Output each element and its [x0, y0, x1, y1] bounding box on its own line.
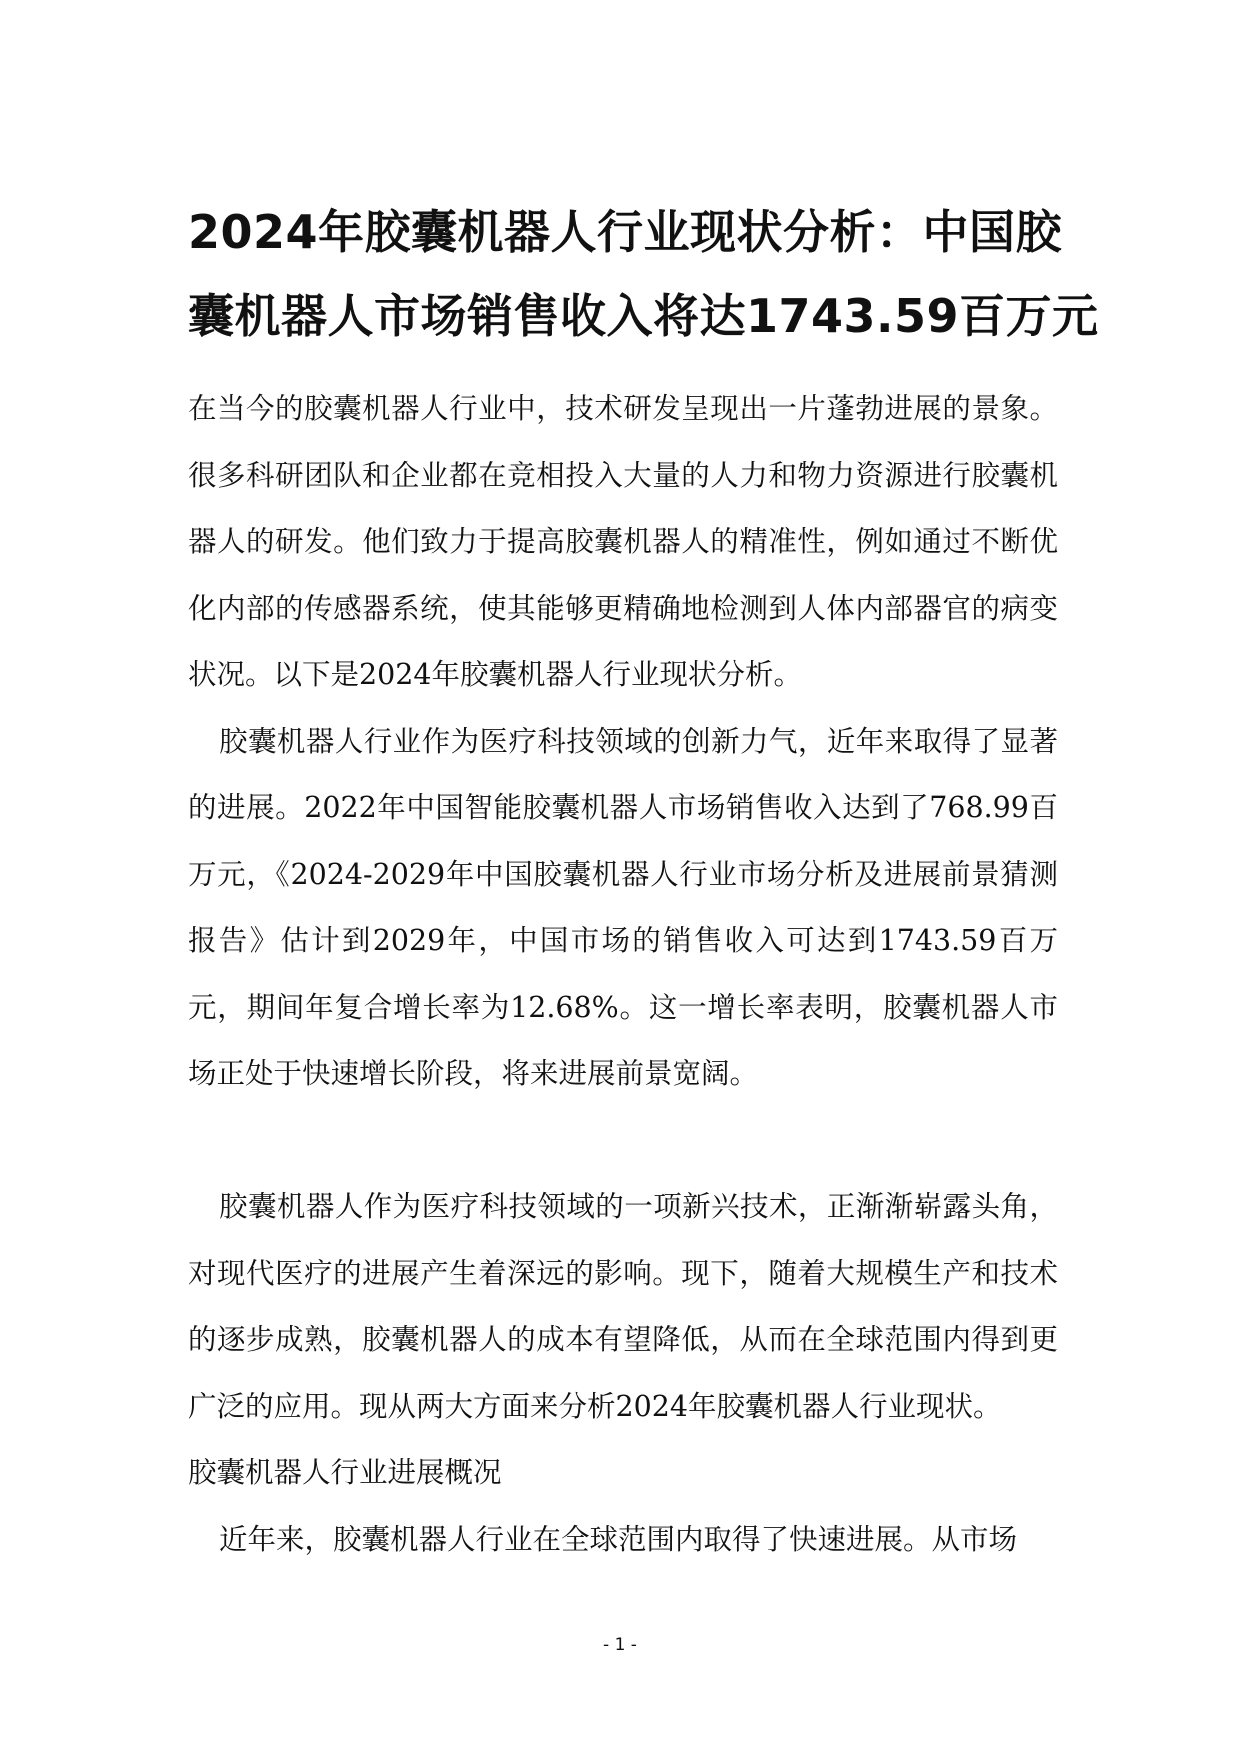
paragraph-intro: 在当今的胶囊机器人行业中，技术研发呈现出一片蓬勃进展的景象。很多科研团队和企业都在竞相投入大量的人力和物力资源进行胶囊机器人的研发。他们致力于提高胶囊机器人的精准性，例如通过不断优化内部的传感器系统，使其能够更精确地检测到人体内部器官的病变状况。以下是2024年胶囊机器人行业现状分析。	[188, 392, 1058, 691]
page-number: - 1 -	[603, 1635, 637, 1655]
paragraph-market: 胶囊机器人行业作为医疗科技领域的创新力气，近年来取得了显著的进展。2022年中国智能胶囊机器人市场销售收入达到了768.99百万元，《2024-2029年中国胶囊机器人行业市场分析及进展前景猜测报告》估计到2029年，中国市场的销售收入可达到1743.59百万元，期间年复合增长率为12.68%。这一增长率表明，胶囊机器人市场正处于快速增长阶段，将来进展前景宽阔。	[188, 724, 1058, 1090]
title-line-1: 2024年胶囊机器人行业现状分析：中国胶	[188, 205, 1063, 259]
paragraph-overview: 胶囊机器人作为医疗科技领域的一项新兴技术，正渐渐崭露头角，对现代医疗的进展产生着深远的影响。现下，随着大规模生产和技术的逐步成熟，胶囊机器人的成本有望降低，从而在全球范围内得到更广泛的应用。现从两大方面来分析2024年胶囊机器人行业现状。	[188, 1190, 1058, 1423]
paragraph-gap	[188, 1108, 1058, 1175]
paragraph-last: 近年来，胶囊机器人行业在全球范围内取得了快速进展。从市场	[219, 1522, 1018, 1556]
title-line-2: 囊机器人市场销售收入将达1743.59百万元	[188, 289, 1099, 343]
document-title	[188, 190, 1099, 358]
section-heading: 胶囊机器人行业进展概况	[188, 1456, 502, 1489]
document-body	[188, 376, 1058, 1573]
